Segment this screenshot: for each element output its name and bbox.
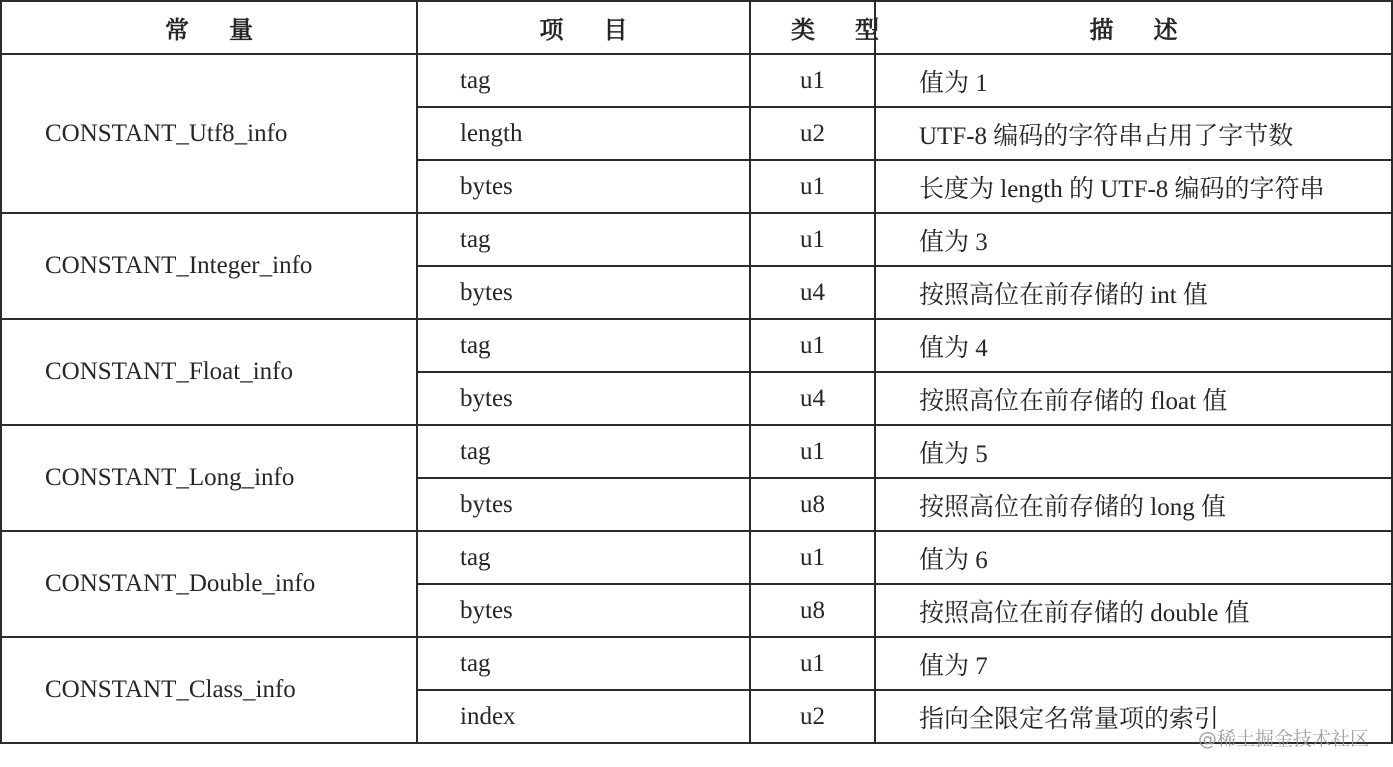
type-cell: u8 <box>750 478 875 531</box>
item-cell: index <box>417 690 750 743</box>
type-cell: u2 <box>750 690 875 743</box>
table-row <box>1 213 1392 266</box>
type-cell: u1 <box>750 160 875 213</box>
type-cell: u4 <box>750 266 875 319</box>
item-cell: tag <box>417 319 750 372</box>
item-cell: tag <box>417 637 750 690</box>
item-cell: bytes <box>417 372 750 425</box>
constant-name-cell: CONSTANT_Long_info <box>1 425 417 531</box>
description-cell: 值为 4 <box>875 319 1392 372</box>
type-cell: u1 <box>750 637 875 690</box>
header-constant: 常量 <box>1 1 417 54</box>
type-cell: u1 <box>750 425 875 478</box>
constant-name-cell: CONSTANT_Float_info <box>1 319 417 425</box>
description-cell: 值为 5 <box>875 425 1392 478</box>
constant-name-cell: CONSTANT_Utf8_info <box>1 54 417 213</box>
description-cell: 值为 7 <box>875 637 1392 690</box>
item-cell: bytes <box>417 266 750 319</box>
description-cell: UTF-8 编码的字符串占用了字节数 <box>875 107 1392 160</box>
item-cell: tag <box>417 213 750 266</box>
table-body <box>1 54 1392 743</box>
constant-name-cell: CONSTANT_Integer_info <box>1 213 417 319</box>
header-row <box>1 1 1392 54</box>
type-cell: u1 <box>750 54 875 107</box>
description-cell: 值为 1 <box>875 54 1392 107</box>
description-cell: 按照高位在前存储的 long 值 <box>875 478 1392 531</box>
table-row <box>1 319 1392 372</box>
item-cell: tag <box>417 425 750 478</box>
item-cell: bytes <box>417 478 750 531</box>
constant-name-cell: CONSTANT_Class_info <box>1 637 417 743</box>
table-row <box>1 531 1392 584</box>
description-cell: 按照高位在前存储的 double 值 <box>875 584 1392 637</box>
description-cell: 值为 3 <box>875 213 1392 266</box>
description-cell: 指向全限定名常量项的索引 <box>875 690 1392 743</box>
item-cell: bytes <box>417 584 750 637</box>
table-row <box>1 425 1392 478</box>
header-item: 项目 <box>417 1 750 54</box>
table-row <box>1 54 1392 107</box>
type-cell: u4 <box>750 372 875 425</box>
item-cell: tag <box>417 531 750 584</box>
header-type: 类型 <box>750 1 875 54</box>
item-cell: length <box>417 107 750 160</box>
type-cell: u1 <box>750 531 875 584</box>
description-cell: 按照高位在前存储的 float 值 <box>875 372 1392 425</box>
description-cell: 长度为 length 的 UTF-8 编码的字符串 <box>875 160 1392 213</box>
watermark: @稀土掘金技术社区 <box>1197 728 1369 750</box>
description-cell: 按照高位在前存储的 int 值 <box>875 266 1392 319</box>
type-cell: u1 <box>750 319 875 372</box>
item-cell: bytes <box>417 160 750 213</box>
item-cell: tag <box>417 54 750 107</box>
header-description: 描述 <box>875 1 1392 54</box>
type-cell: u2 <box>750 107 875 160</box>
table-row <box>1 637 1392 690</box>
constant-name-cell: CONSTANT_Double_info <box>1 531 417 637</box>
type-cell: u1 <box>750 213 875 266</box>
type-cell: u8 <box>750 584 875 637</box>
description-cell: 值为 6 <box>875 531 1392 584</box>
